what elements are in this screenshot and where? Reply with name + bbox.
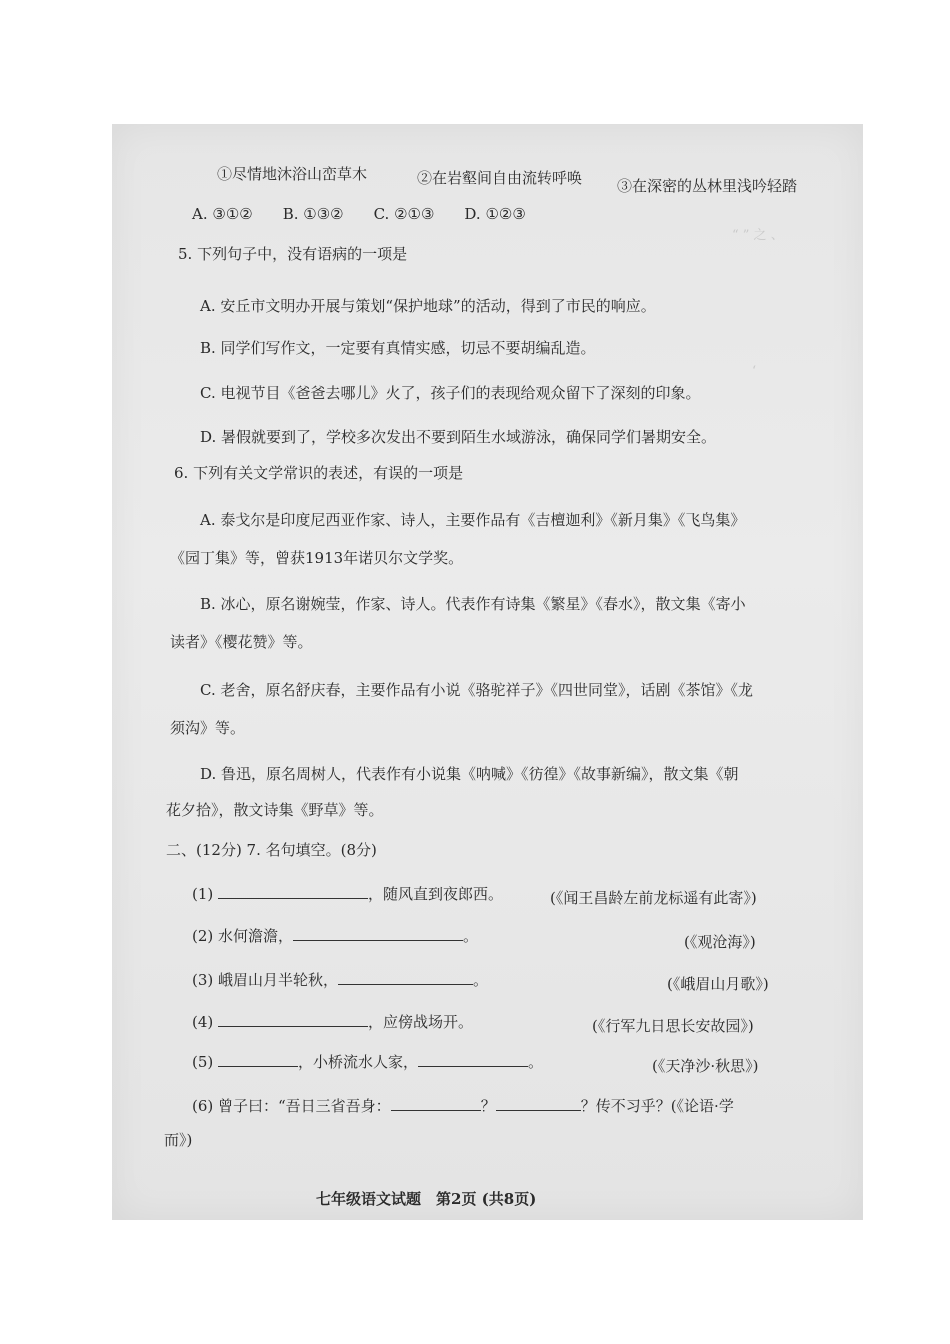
- line-6-text-b: ？: [480, 1097, 496, 1115]
- q6-option-a-line1: A. 泰戈尔是印度尼西亚作家、诗人，主要作品有《吉檀迦利》《新月集》《飞鸟集》: [200, 511, 746, 529]
- line-4-source: (《行军九日思长安故园》): [592, 1017, 754, 1035]
- line-1-source: (《闻王昌龄左前龙标遥有此寄》): [550, 889, 757, 907]
- bleed-through-mark: “ ” 之 、: [732, 228, 784, 243]
- fill-line-3: [192, 970, 488, 990]
- line-3-text: (3) 峨眉山月半轮秋，: [192, 971, 339, 989]
- q6-option-c-line2: 须沟》等。: [170, 719, 246, 737]
- line-4-number: (4): [192, 1013, 214, 1031]
- line-5-text: ，小桥流水人家，: [298, 1053, 419, 1071]
- line-4-text: ，应傍战场开。: [368, 1013, 474, 1031]
- fill-line-2: [192, 926, 478, 946]
- line-2-source: (《观沧海》): [684, 933, 756, 951]
- q5-option-b: B. 同学们写作文，一定要有真情实感，切忌不要胡编乱造。: [200, 339, 596, 357]
- line-3-source: (《峨眉山月歌》): [667, 975, 769, 993]
- q4-item-1: ①尽情地沐浴山峦草木: [217, 165, 368, 183]
- answer-blank-3[interactable]: [338, 970, 473, 985]
- q4-item-2: ②在岩壑间自由流转呼唤: [417, 169, 583, 187]
- answer-blank-5a[interactable]: [218, 1052, 298, 1067]
- line-5-number: (5): [192, 1053, 214, 1071]
- q6-option-b-line2: 读者》《樱花赞》等。: [170, 633, 313, 651]
- line-5-end: 。: [528, 1053, 544, 1071]
- q5-option-d: D. 暑假就要到了，学校多次发出不要到陌生水域游泳，确保同学们暑期安全。: [200, 428, 717, 446]
- bleed-through-mark: ‘: [752, 364, 757, 379]
- q6-option-c-line1: C. 老舍，原名舒庆春，主要作品有小说《骆驼祥子》《四世同堂》，话剧《茶馆》《龙: [200, 681, 753, 699]
- line-2-text: (2) 水何澹澹，: [192, 927, 294, 945]
- q4-item-3: ③在深密的丛林里浅吟轻踏: [617, 177, 798, 195]
- page-footer: 七年级语文试题 第2页 (共8页): [316, 1190, 537, 1208]
- q6-option-a-line2: 《园丁集》等，曾获1913年诺贝尔文学奖。: [170, 549, 464, 567]
- answer-blank-6a[interactable]: [391, 1096, 481, 1111]
- q6-stem: 6. 下列有关文学常识的表述，有误的一项是: [174, 464, 464, 482]
- line-1-number: (1): [192, 885, 214, 903]
- fill-line-1: [192, 884, 503, 904]
- line-6-text-c: ？传不习乎？(《论语·学: [580, 1097, 734, 1115]
- line-6-text-d: 而》): [164, 1131, 193, 1149]
- q5-option-c: C. 电视节目《爸爸去哪儿》火了，孩子们的表现给观众留下了深刻的印象。: [200, 384, 701, 402]
- answer-blank-4[interactable]: [218, 1012, 368, 1027]
- q6-option-d-line1: D. 鲁迅，原名周树人，代表作有小说集《呐喊》《彷徨》《故事新编》，散文集《朝: [200, 765, 739, 783]
- q4-choices: A. ③①② B. ①③② C. ②①③ D. ①②③: [192, 205, 526, 223]
- answer-blank-5b[interactable]: [418, 1052, 528, 1067]
- line-3-end: 。: [473, 971, 489, 989]
- q6-option-d-line2: 花夕拾》，散文诗集《野草》等。: [166, 801, 384, 819]
- answer-blank-1[interactable]: [218, 884, 368, 899]
- fill-line-6: [192, 1096, 734, 1116]
- line-2-end: 。: [463, 927, 479, 945]
- exam-page: [112, 124, 863, 1220]
- line-1-text: ，随风直到夜郎西。: [368, 885, 504, 903]
- line-6-text-a: (6) 曾子曰：“吾日三省吾身：: [192, 1097, 391, 1115]
- answer-blank-2[interactable]: [293, 926, 463, 941]
- q5-option-a: A. 安丘市文明办开展与策划“保护地球”的活动，得到了市民的响应。: [200, 297, 656, 315]
- fill-line-4: [192, 1012, 473, 1032]
- q6-option-b-line1: B. 冰心，原名谢婉莹，作家、诗人。代表作有诗集《繁星》《春水》，散文集《寄小: [200, 595, 746, 613]
- section-2-heading: 二、(12分) 7. 名句填空。(8分): [166, 841, 377, 859]
- answer-blank-6b[interactable]: [496, 1096, 581, 1111]
- q5-stem: 5. 下列句子中，没有语病的一项是: [178, 245, 408, 263]
- line-5-source: (《天净沙·秋思》): [652, 1057, 759, 1075]
- fill-line-5: [192, 1052, 543, 1072]
